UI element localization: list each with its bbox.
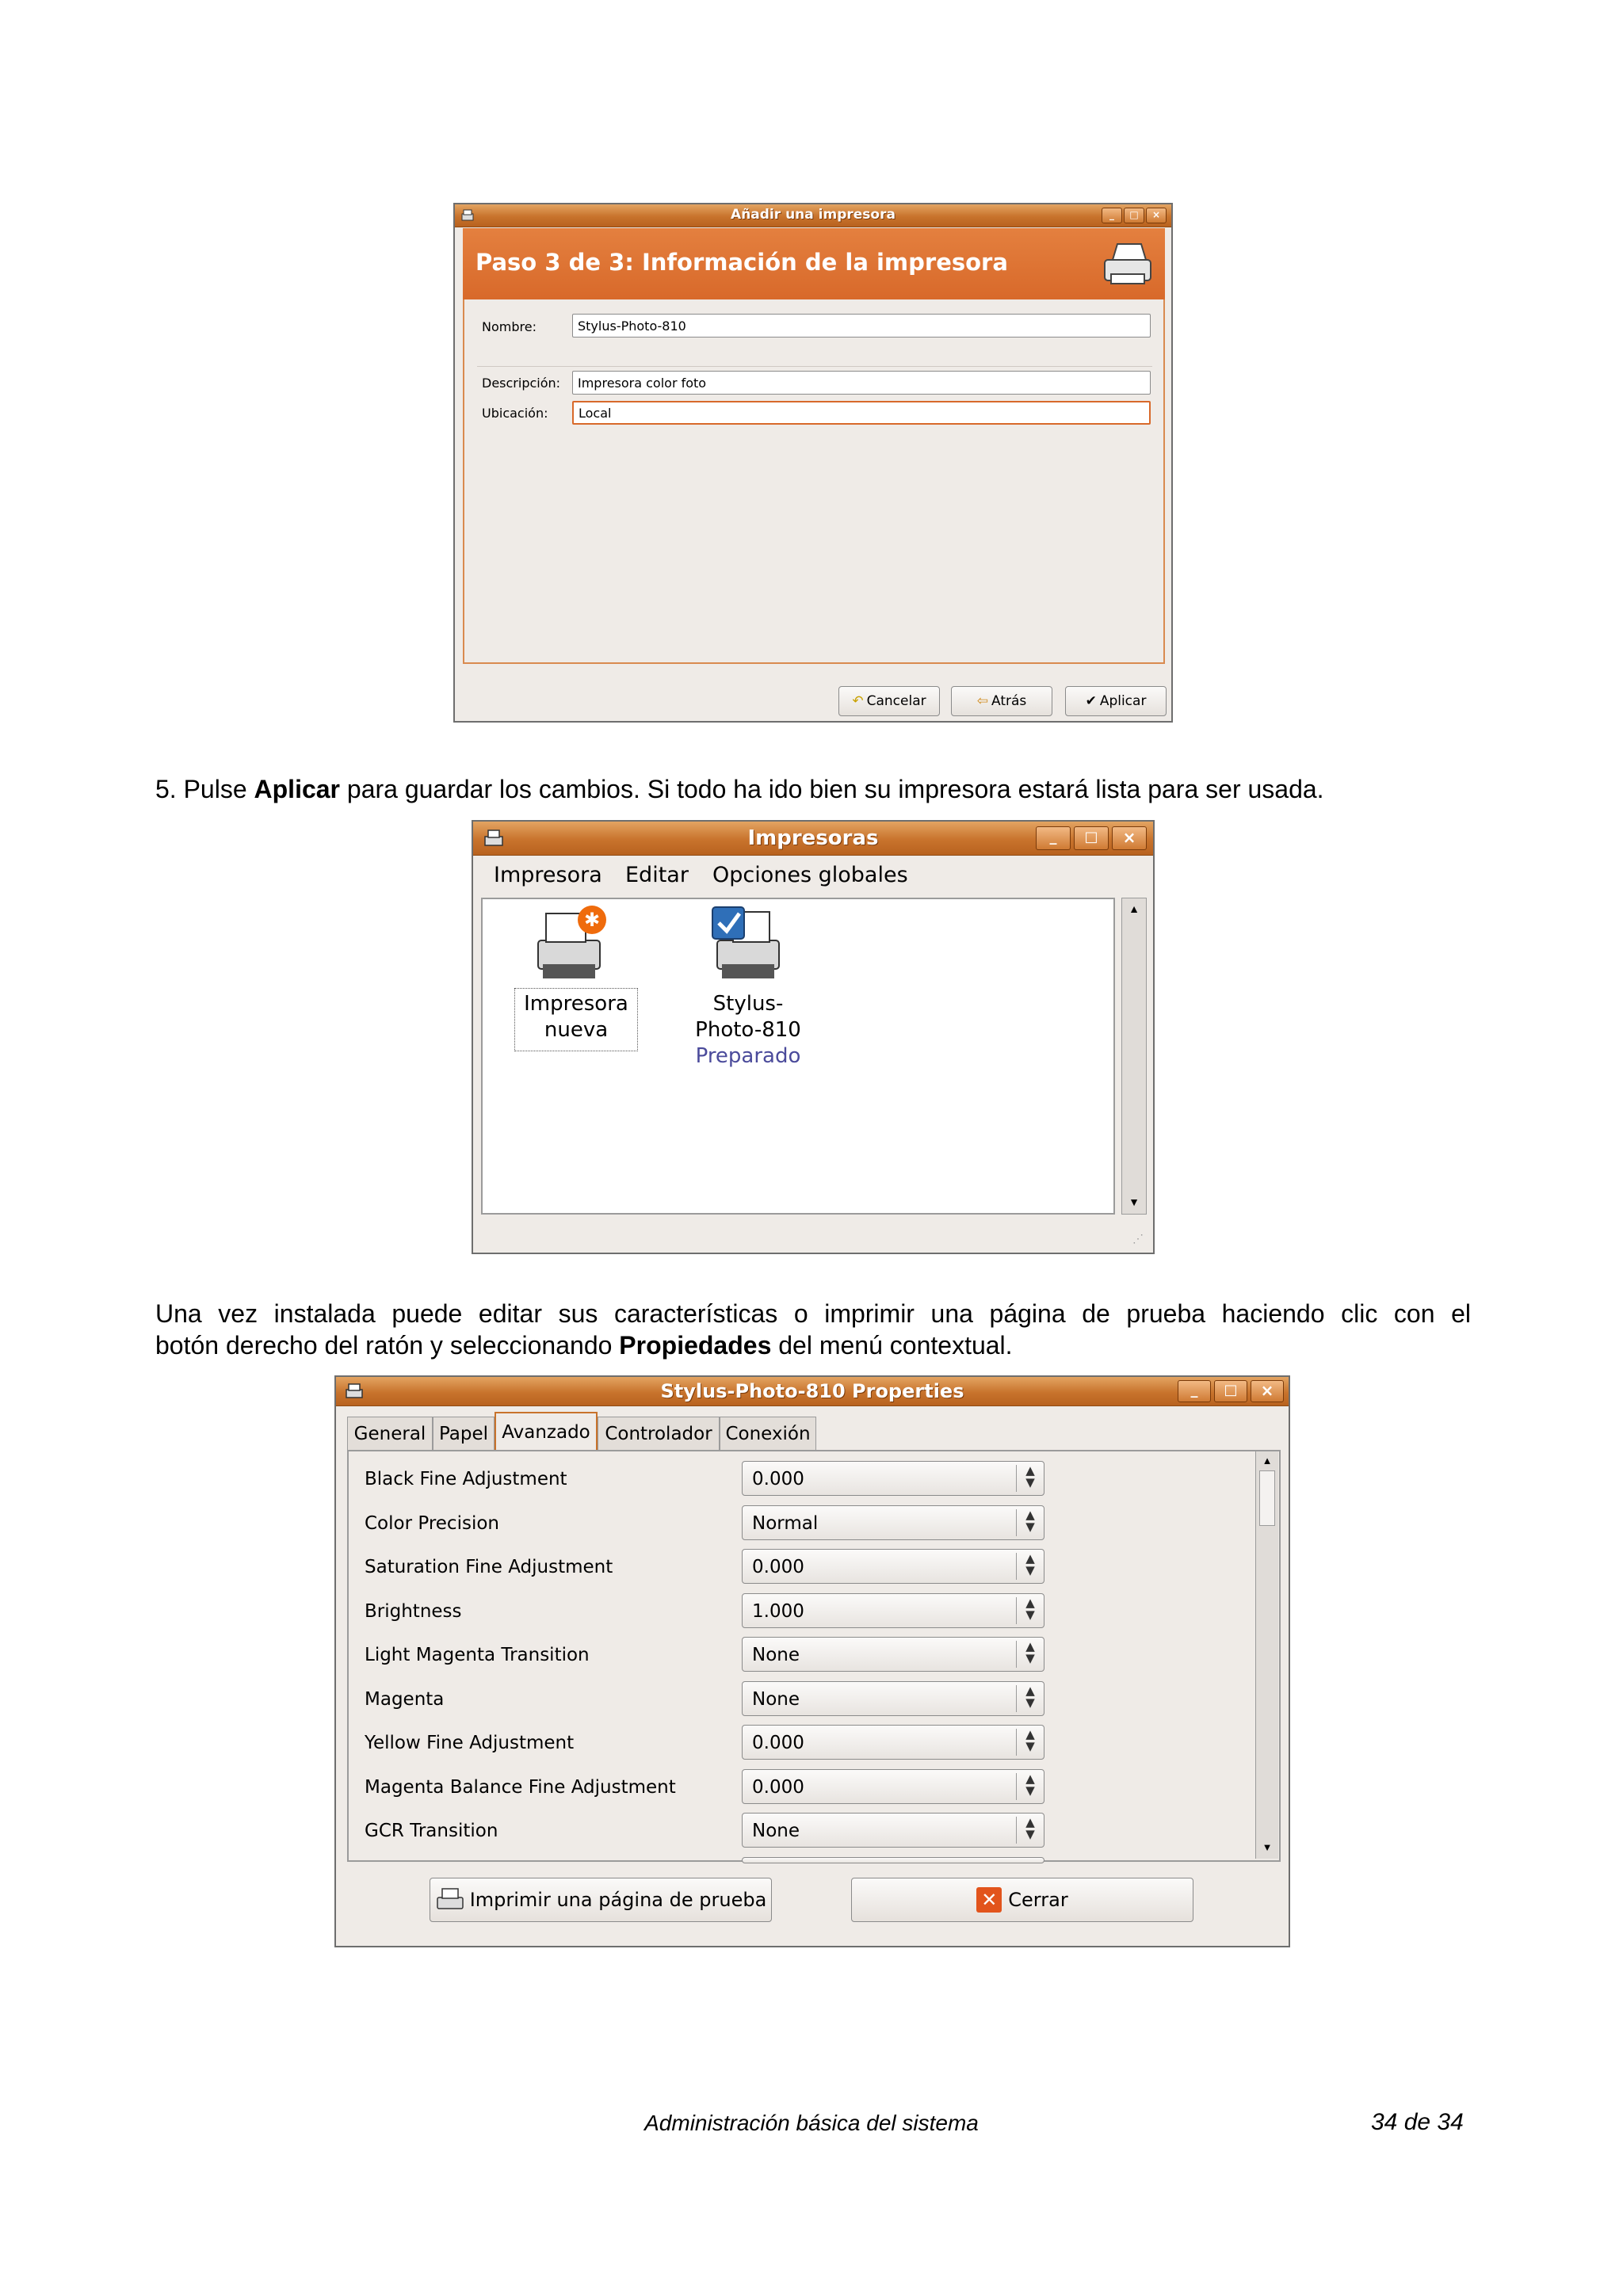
spinner-arrows-icon[interactable]: ▲ ▼ <box>1016 1729 1044 1756</box>
minimize-button[interactable]: _ <box>1036 826 1071 850</box>
printers-window <box>472 820 1155 1254</box>
close-icon: ✕ <box>976 1887 1002 1913</box>
paragraph-properties-line1: Una vez instalada puede editar sus características o imprimir una página de prueba haciendo clic con el <box>155 1299 1471 1328</box>
property-value-spinner[interactable] <box>742 1461 1044 1496</box>
window-title: Añadir una impresora <box>731 207 896 223</box>
new-printer-label-line1: Impresora <box>524 992 628 1016</box>
property-label: Light Magenta Transition <box>365 1645 590 1665</box>
printer-properties-window <box>334 1375 1290 1947</box>
paragraph-apply: 5. Pulse Aplicar para guardar los cambios. Si todo ha ido bien su impresora estará lista para ser usada. <box>155 775 1324 803</box>
menu-impresora[interactable]: Impresora <box>494 863 602 887</box>
property-label: Saturation Fine Adjustment <box>365 1557 613 1577</box>
title-bar[interactable] <box>336 1377 1289 1406</box>
checkmark-icon: ✔ <box>1085 693 1097 709</box>
close-button[interactable]: × <box>1251 1380 1284 1402</box>
property-label: Magenta <box>365 1688 445 1710</box>
window-title: Impresoras <box>747 826 879 850</box>
property-value-spinner[interactable] <box>742 1637 1044 1672</box>
property-value-spinner[interactable] <box>742 1725 1044 1760</box>
cancel-button[interactable]: ↶ Cancelar <box>838 686 940 716</box>
property-value-spinner[interactable] <box>742 1505 1044 1540</box>
spinner-arrows-icon[interactable]: ▲ ▼ <box>1016 1465 1044 1492</box>
maximize-button[interactable]: □ <box>1214 1380 1247 1402</box>
menu-editar[interactable]: Editar <box>625 863 689 887</box>
spinner-arrows-icon[interactable]: ▲ ▼ <box>1016 1641 1044 1668</box>
minimize-button[interactable]: _ <box>1102 208 1122 223</box>
nombre-label: Nombre: <box>482 319 537 334</box>
printer-icon <box>1100 239 1155 288</box>
new-printer-icon <box>532 904 608 983</box>
close-button[interactable]: × <box>1146 208 1167 223</box>
property-value: 0.000 <box>752 1733 804 1753</box>
separator <box>477 366 1152 367</box>
printer-icon <box>435 1886 465 1913</box>
spinner-arrows-icon[interactable]: ▲ ▼ <box>1016 1509 1044 1536</box>
wizard-body <box>463 299 1165 664</box>
title-bar[interactable] <box>473 822 1153 856</box>
descripcion-field[interactable]: Impresora color foto <box>572 371 1151 395</box>
property-value-spinner[interactable] <box>742 1593 1044 1628</box>
property-value-spinner[interactable] <box>742 1813 1044 1848</box>
nombre-field[interactable]: Stylus-Photo-810 <box>572 314 1151 338</box>
property-label: GCR Transition <box>365 1821 498 1841</box>
spinner-arrows-icon[interactable]: ▲ ▼ <box>1016 1553 1044 1580</box>
scrollbar[interactable] <box>1255 1451 1278 1859</box>
maximize-button[interactable]: □ <box>1074 826 1109 850</box>
wizard-header <box>463 228 1165 299</box>
printer-label-line2: Photo-810 <box>695 1018 801 1042</box>
scroll-thumb[interactable] <box>1259 1470 1275 1526</box>
scroll-down-icon[interactable]: ▼ <box>1262 1841 1273 1853</box>
svg-text:✱: ✱ <box>583 909 601 931</box>
property-value: 1.000 <box>752 1600 804 1622</box>
ubicacion-field[interactable]: Local <box>572 401 1151 425</box>
title-bar[interactable] <box>455 204 1171 227</box>
minimize-button[interactable]: _ <box>1178 1380 1211 1402</box>
property-label: Brightness <box>365 1600 462 1622</box>
property-value-spinner[interactable] <box>742 1549 1044 1584</box>
property-value: 0.000 <box>752 1776 804 1798</box>
add-printer-window <box>453 203 1173 723</box>
back-button[interactable]: ⇦ Atrás <box>951 686 1052 716</box>
property-label: Color Precision <box>365 1512 499 1534</box>
property-label: Black Fine Adjustment <box>365 1469 567 1489</box>
printer-status: Preparado <box>695 1044 801 1068</box>
spinner-arrows-icon[interactable]: ▲ ▼ <box>1016 1817 1044 1844</box>
spinner-arrows-icon[interactable]: ▲ ▼ <box>1016 1597 1044 1624</box>
property-label: Magenta Balance Fine Adjustment <box>365 1776 676 1798</box>
paragraph-properties-line2: botón derecho del ratón y seleccionando Propiedades del menú contextual. <box>155 1331 1013 1360</box>
descripcion-label: Descripción: <box>482 376 561 391</box>
tab-papel[interactable]: Papel <box>433 1417 495 1450</box>
property-value: 0.000 <box>752 1469 804 1489</box>
tab-general[interactable]: General <box>347 1417 433 1450</box>
cancel-icon: ↶ <box>852 693 864 709</box>
property-value: 0.000 <box>752 1557 804 1577</box>
print-test-page-button[interactable]: Imprimir una página de prueba <box>430 1878 772 1922</box>
property-value: None <box>752 1688 800 1710</box>
tab-conexion[interactable]: Conexión <box>720 1417 816 1450</box>
tab-controlador[interactable]: Controlador <box>598 1417 720 1450</box>
scrollbar[interactable] <box>1121 898 1147 1215</box>
property-value: Normal <box>752 1512 819 1534</box>
maximize-button[interactable]: □ <box>1124 208 1144 223</box>
advanced-options-panel <box>347 1450 1281 1862</box>
printer-list <box>481 898 1115 1215</box>
new-printer-label-line2: nueva <box>544 1018 609 1042</box>
new-printer-item[interactable] <box>498 904 627 1050</box>
close-dialog-button[interactable]: ✕ Cerrar <box>851 1878 1193 1922</box>
menu-opciones-globales[interactable]: Opciones globales <box>712 863 908 887</box>
window-title: Stylus-Photo-810 Properties <box>660 1380 964 1402</box>
spinner-arrows-icon[interactable]: ▲ ▼ <box>1016 1773 1044 1800</box>
property-value: None <box>752 1821 800 1841</box>
resize-grip-icon[interactable]: ⋰ <box>1132 1232 1144 1245</box>
spinner-arrows-icon[interactable]: ▲ ▼ <box>1016 1685 1044 1712</box>
property-value-spinner[interactable] <box>742 1769 1044 1804</box>
arrow-left-icon: ⇦ <box>976 693 988 709</box>
scroll-up-icon[interactable]: ▲ <box>1262 1455 1273 1466</box>
apply-button[interactable]: ✔ Aplicar <box>1065 686 1167 716</box>
close-button[interactable]: × <box>1112 826 1147 850</box>
page-number: 34 de 34 <box>1371 2109 1464 2135</box>
property-value-spinner[interactable] <box>742 1681 1044 1716</box>
wizard-step-title: Paso 3 de 3: Información de la impresora <box>475 249 1008 276</box>
property-label: Yellow Fine Adjustment <box>365 1733 575 1753</box>
printer-label-line1: Stylus- <box>712 992 784 1016</box>
default-printer-icon <box>709 904 789 983</box>
printer-item-stylus[interactable] <box>673 904 823 1078</box>
footer-title: Administración básica del sistema <box>644 2111 979 2135</box>
ubicacion-label: Ubicación: <box>482 406 548 421</box>
property-value-spinner-partial[interactable] <box>742 1857 1044 1863</box>
scroll-down-icon[interactable]: ▼ <box>1128 1196 1140 1208</box>
scroll-up-icon[interactable]: ▲ <box>1128 902 1140 915</box>
property-value: None <box>752 1645 800 1665</box>
tab-avanzado[interactable]: Avanzado <box>495 1412 598 1451</box>
